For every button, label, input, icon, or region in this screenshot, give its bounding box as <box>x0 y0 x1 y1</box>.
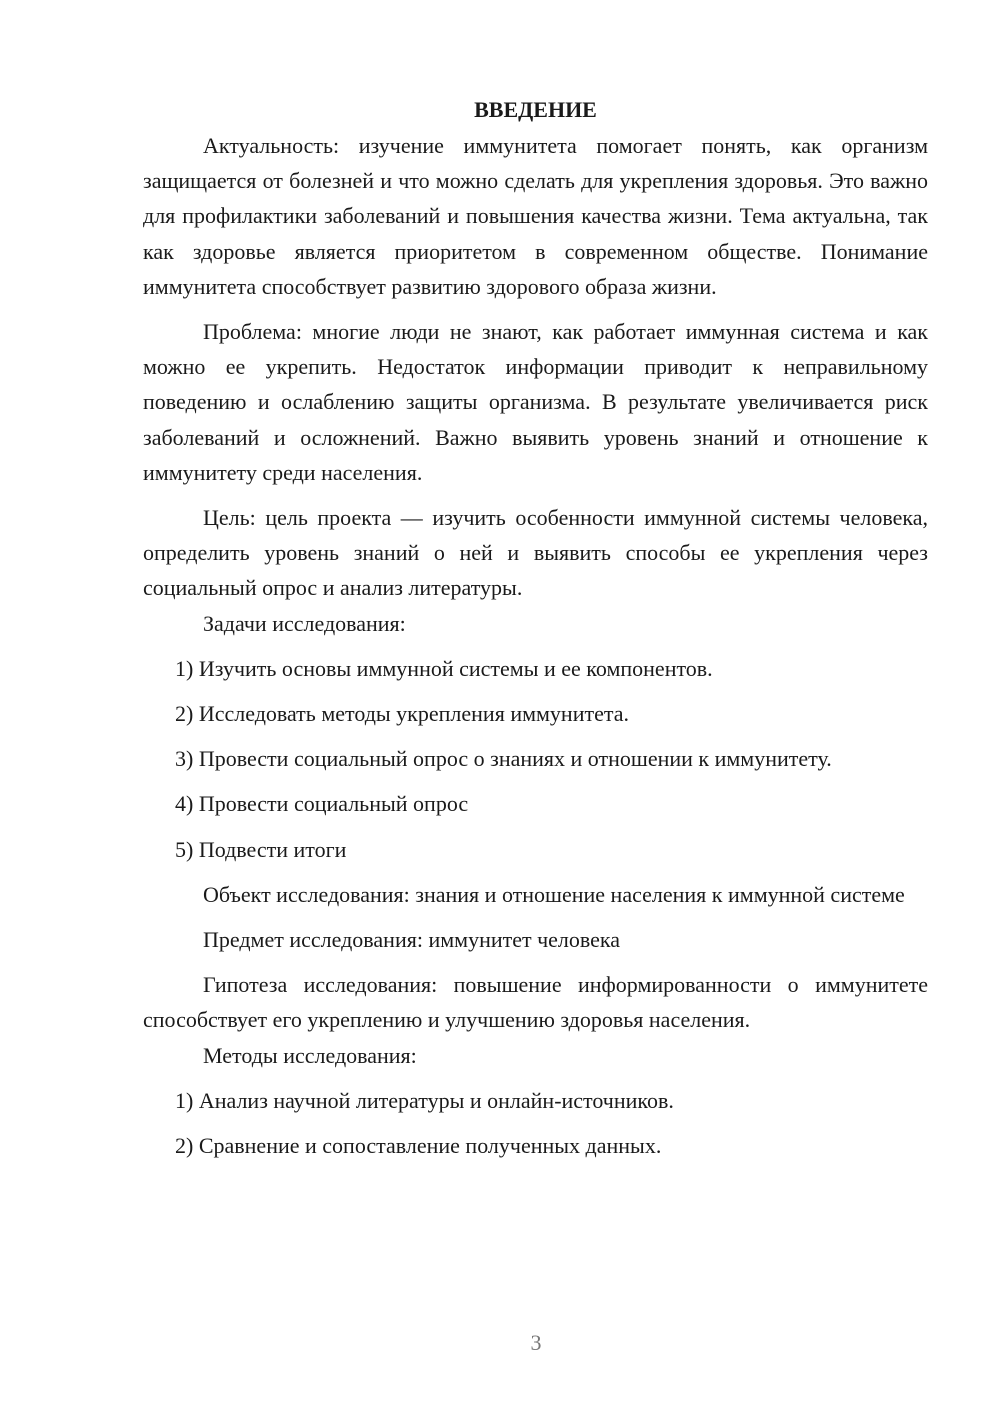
list-item: 1) Анализ научной литературы и онлайн-источников. <box>175 1087 674 1113</box>
page-number: 3 <box>530 1330 542 1355</box>
tasks-heading: Задачи исследования: <box>203 610 406 636</box>
tasks-list <box>143 651 928 867</box>
problem-paragraph: Проблема: многие люди не знают, как работает иммунная система и как можно ее укрепить. Недостаток информации приводит к неправильному поведению и ослаблению защиты организма. В результате увеличивается риск заболеваний и осложнений. Важно выявить уровень знаний и отношение к иммунитету среди населения. <box>143 319 928 485</box>
list-item: 2) Исследовать методы укрепления иммунитета. <box>175 701 630 727</box>
relevance-paragraph: Актуальность: изучение иммунитета помогает понять, как организм защищается от болезней и что можно сделать для укрепления здоровья. Это важно для профилактики заболеваний и повышения качества жизни. Тема актуальна, так как здоровье является приоритетом в современном обществе. Понимание иммунитета способствует развитию здорового образа жизни. <box>143 133 928 299</box>
page-body <box>143 92 928 1163</box>
methods-heading: Методы исследования: <box>203 1042 417 1068</box>
goal-paragraph: Цель: цель проекта — изучить особенности иммунной системы человека, определить уровень знаний о ней и выявить способы ее укрепления через социальный опрос и анализ литературы. <box>143 505 928 601</box>
subject-paragraph: Предмет исследования: иммунитет человека <box>203 927 621 953</box>
hypothesis-paragraph: Гипотеза исследования: повышение информированности о иммунитете способствует его укреплению и улучшению здоровья населения. <box>143 972 928 1033</box>
list-item: 2) Сравнение и сопоставление полученных данных. <box>175 1133 662 1159</box>
list-item: 1) Изучить основы иммунной системы и ее компонентов. <box>175 655 713 681</box>
list-item: 3) Провести социальный опрос о знаниях и отношении к иммунитету. <box>175 746 832 772</box>
list-item: 5) Подвести итоги <box>175 836 347 862</box>
methods-list <box>143 1083 928 1163</box>
object-paragraph: Объект исследования: знания и отношение населения к иммунной системе <box>203 881 905 907</box>
page-title: ВВЕДЕНИЕ <box>474 97 597 122</box>
list-item: 4) Провести социальный опрос <box>175 791 469 817</box>
